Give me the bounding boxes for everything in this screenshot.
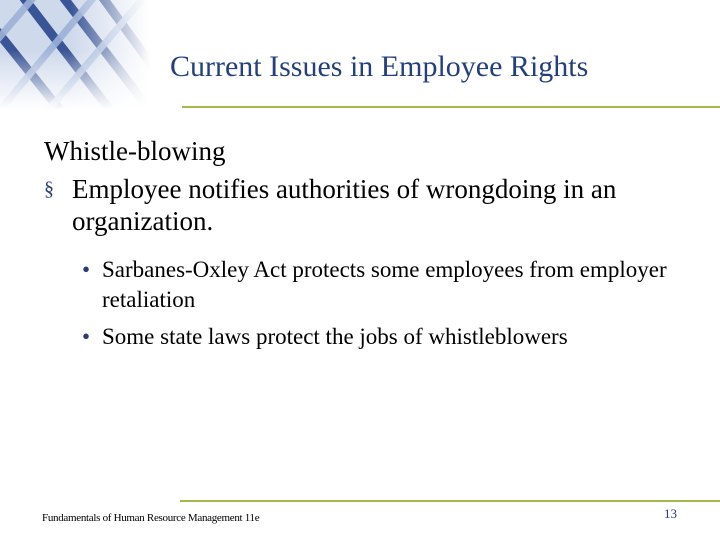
section-heading: Whistle-blowing xyxy=(44,136,226,166)
page-number: 13 xyxy=(664,506,677,521)
sub-bullet xyxy=(44,255,694,315)
footer-divider xyxy=(180,500,720,502)
sub-bullet-text: Sarbanes-Oxley Act protects some employees from employer retaliation xyxy=(102,257,667,312)
slide-body xyxy=(44,135,694,359)
slide-title: Current Issues in Employee Rights xyxy=(170,50,589,83)
main-bullet-text: Employee notifies authorities of wrongdoing in an organization. xyxy=(72,174,617,236)
corner-decoration xyxy=(0,0,150,110)
main-bullet xyxy=(44,173,694,237)
square-bullet-icon: § xyxy=(44,178,54,200)
sub-bullet-text: Some state laws protect the jobs of whistleblowers xyxy=(102,324,568,349)
dot-bullet-icon: • xyxy=(82,324,91,349)
sub-bullet-list xyxy=(44,255,694,352)
sub-bullet xyxy=(44,322,694,352)
footer-caption: Fundamentals of Human Resource Management 11e xyxy=(42,512,260,524)
dot-bullet-icon: • xyxy=(82,257,91,282)
title-divider xyxy=(182,106,720,108)
